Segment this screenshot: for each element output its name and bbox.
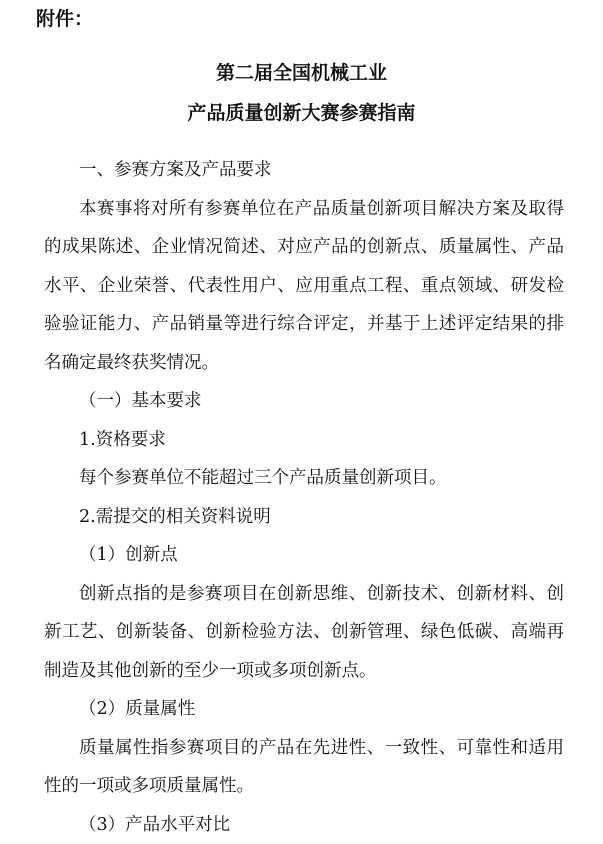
sub-item-heading: （3）产品水平对比 (44, 806, 564, 844)
body-paragraph: 质量属性指参赛项目的产品在先进性、一致性、可靠性和适用性的一项或多项质量属性。 (44, 729, 564, 806)
body-paragraph: 本赛事将对所有参赛单位在产品质量创新项目解决方案及取得的成果陈述、企业情况简述、对应产品的创新点、质量属性、产品水平、企业荣誉、代表性用户、应用重点工程、重点领域、研发检验验证能力、产品销量等进行综合评定，并基于上述评定结果的排名确定最终获奖情况。 (44, 190, 564, 383)
document-body (44, 151, 564, 844)
body-paragraph: 每个参赛单位不能超过三个产品质量创新项目。 (44, 459, 564, 498)
body-paragraph: 创新点指的是参赛项目在创新思维、创新技术、创新材料、创新工艺、创新装备、创新检验方法、创新管理、绿色低碳、高端再制造及其他创新的至少一项或多项创新点。 (44, 575, 564, 691)
section-heading: 一、参赛方案及产品要求 (44, 151, 564, 190)
item-heading: 1.资格要求 (44, 421, 564, 460)
document-title-line-2: 产品质量创新大赛参赛指南 (0, 98, 603, 128)
subsection-heading: （一）基本要求 (44, 382, 564, 421)
item-heading: 2.需提交的相关资料说明 (44, 498, 564, 537)
sub-item-heading: （1）创新点 (44, 536, 564, 575)
attachment-label: 附件： (36, 4, 93, 34)
sub-item-heading: （2）质量属性 (44, 690, 564, 729)
document-title-line-1: 第二届全国机械工业 (0, 58, 603, 88)
